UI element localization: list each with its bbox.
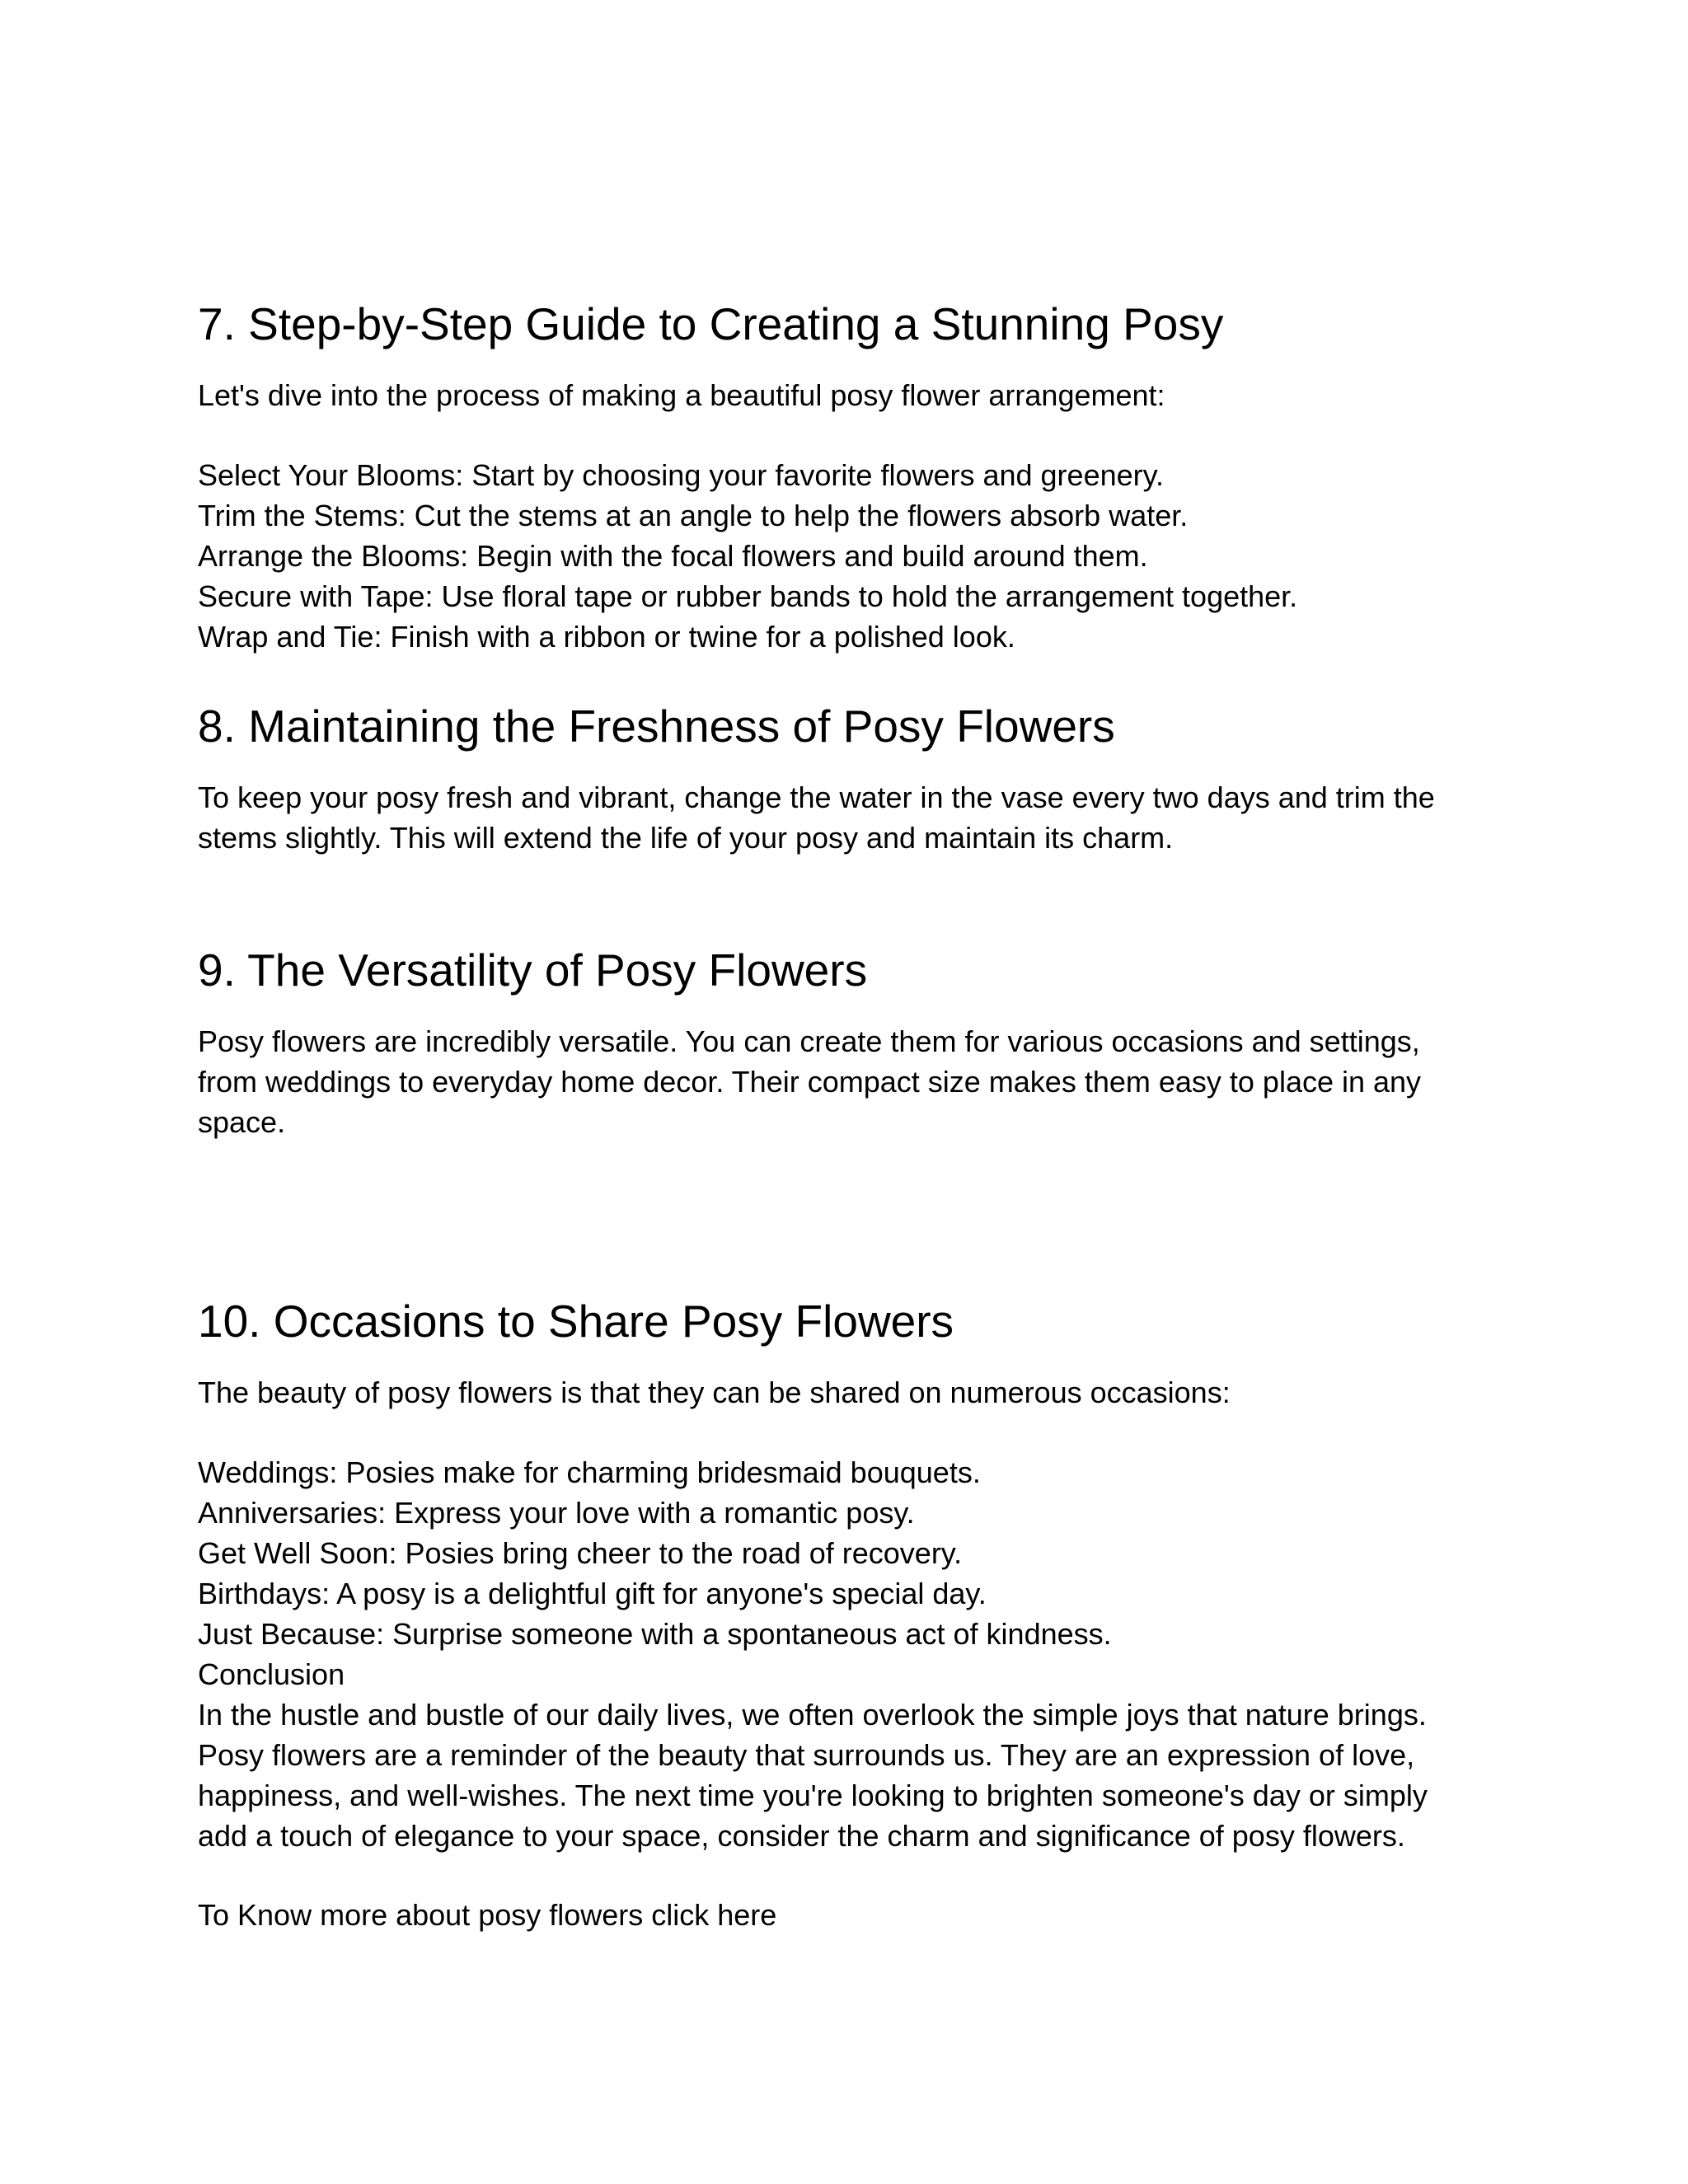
section-9-body-line-3: space. bbox=[198, 1105, 286, 1139]
conclusion-heading: Conclusion bbox=[198, 1657, 345, 1691]
section-9-body bbox=[198, 1021, 1517, 1142]
section-8-body-line-1: To keep your posy fresh and vibrant, change the water in the vase every two days and trim the bbox=[198, 780, 1435, 814]
section-8-body-line-2: stems slightly. This will extend the life of your posy and maintain its charm. bbox=[198, 821, 1174, 855]
step-arrange-blooms: Arrange the Blooms: Begin with the focal flowers and build around them. bbox=[198, 539, 1148, 573]
section-8-body bbox=[198, 777, 1517, 858]
section-7-steps-list bbox=[198, 455, 1517, 657]
occasion-get-well-soon: Get Well Soon: Posies bring cheer to the road of recovery. bbox=[198, 1536, 963, 1570]
section-8-title: 8. Maintaining the Freshness of Posy Flowers bbox=[198, 701, 1115, 752]
step-trim-stems: Trim the Stems: Cut the stems at an angle to help the flowers absorb water. bbox=[198, 499, 1189, 532]
section-10-occasions-list bbox=[198, 1452, 1517, 1856]
occasion-anniversaries: Anniversaries: Express your love with a romantic posy. bbox=[198, 1496, 915, 1530]
section-9-body-line-2: from weddings to everyday home decor. Their compact size makes them easy to place in any bbox=[198, 1065, 1422, 1099]
more-info-paragraph bbox=[198, 1895, 1517, 1935]
section-7-title: 7. Step-by-Step Guide to Creating a Stunning Posy bbox=[198, 298, 1224, 349]
section-10-intro: The beauty of posy flowers is that they can be shared on numerous occasions: bbox=[198, 1376, 1231, 1409]
conclusion-line-4: add a touch of elegance to your space, consider the charm and significance of posy flowers. bbox=[198, 1819, 1405, 1853]
step-select-blooms: Select Your Blooms: Start by choosing your favorite flowers and greenery. bbox=[198, 458, 1164, 492]
section-10-title: 10. Occasions to Share Posy Flowers bbox=[198, 1296, 954, 1347]
step-wrap-tie: Wrap and Tie: Finish with a ribbon or twine for a polished look. bbox=[198, 620, 1015, 654]
conclusion-line-2: Posy flowers are a reminder of the beauty that surrounds us. They are an expression of love, bbox=[198, 1738, 1415, 1772]
step-secure-tape: Secure with Tape: Use floral tape or rubber bands to hold the arrangement together. bbox=[198, 579, 1298, 613]
occasion-weddings: Weddings: Posies make for charming bridesmaid bouquets. bbox=[198, 1455, 981, 1489]
section-7-intro: Let's dive into the process of making a beautiful posy flower arrangement: bbox=[198, 378, 1165, 412]
section-9-body-line-1: Posy flowers are incredibly versatile. You can create them for various occasions and settings, bbox=[198, 1024, 1420, 1058]
conclusion-line-3: happiness, and well-wishes. The next time you're looking to brighten someone's day or simply bbox=[198, 1779, 1428, 1812]
occasion-just-because: Just Because: Surprise someone with a spontaneous act of kindness. bbox=[198, 1617, 1112, 1651]
occasion-birthdays: Birthdays: A posy is a delightful gift for anyone's special day. bbox=[198, 1577, 987, 1610]
conclusion-line-1: In the hustle and bustle of our daily lives, we often overlook the simple joys that nature brings. bbox=[198, 1698, 1427, 1732]
more-info-link[interactable]: To Know more about posy flowers click here bbox=[198, 1898, 777, 1932]
section-9-title: 9. The Versatility of Posy Flowers bbox=[198, 944, 868, 996]
